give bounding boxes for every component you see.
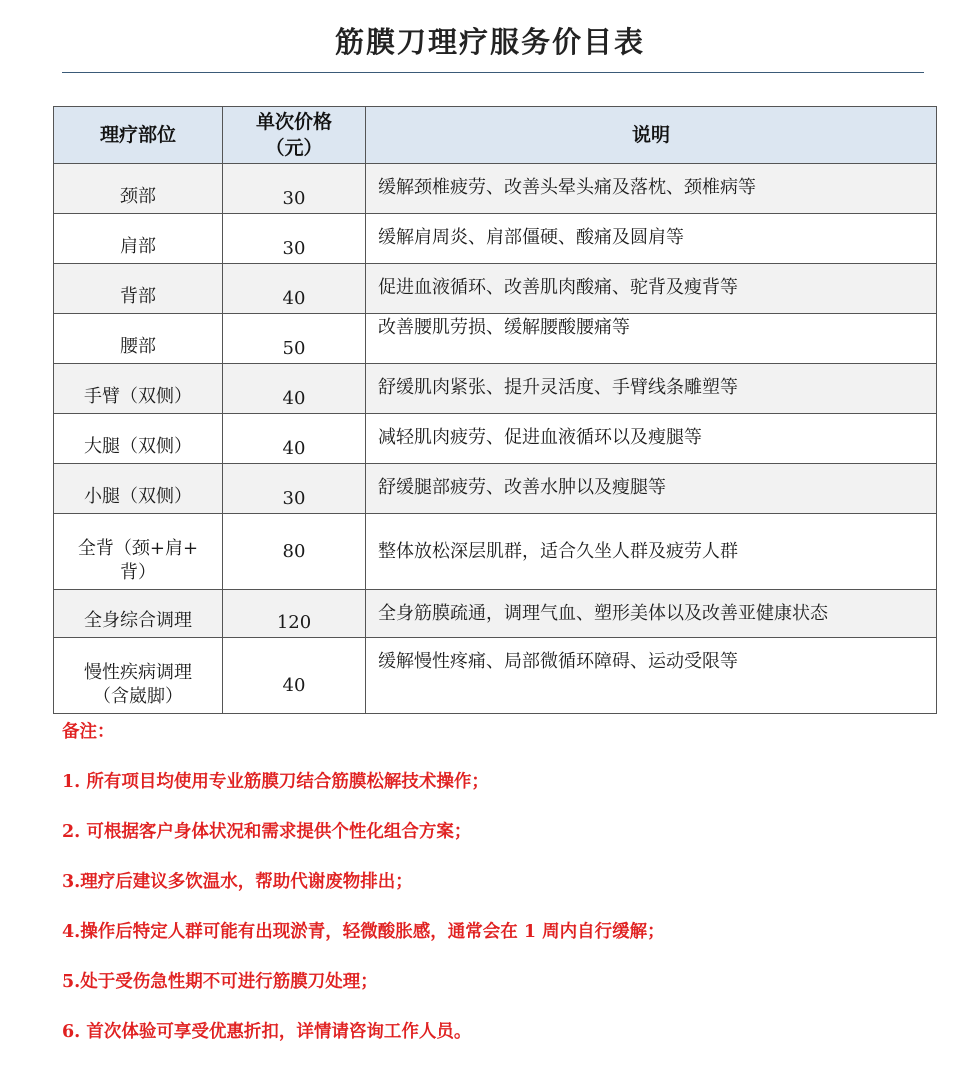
table-row	[54, 364, 937, 414]
note-item: 5.处于受伤急性期不可进行筋膜刀处理；	[62, 972, 378, 992]
table-row	[54, 264, 937, 314]
table-row	[54, 214, 937, 264]
row-part	[54, 514, 223, 590]
row-price: 40	[223, 364, 366, 414]
note-item: 6. 首次体验可享受优惠折扣，详情请咨询工作人员。	[62, 1022, 472, 1042]
price-table	[53, 106, 937, 714]
row-desc: 全身筋膜疏通，调理气血、塑形美体以及改善亚健康状态	[366, 590, 937, 638]
row-part	[54, 414, 223, 464]
title-divider	[62, 72, 924, 73]
part-label: 全身综合调理	[84, 610, 192, 631]
header-price-line1: 单次价格	[255, 111, 332, 133]
row-desc: 缓解颈椎疲劳、改善头晕头痛及落枕、颈椎病等	[366, 164, 937, 214]
table-row	[54, 464, 937, 514]
note-item: 1. 所有项目均使用专业筋膜刀结合筋膜松解技术操作；	[62, 772, 489, 792]
header-desc: 说明	[366, 107, 937, 164]
part-label-line2: 背）	[120, 562, 156, 583]
note-item: 2. 可根据客户身体状况和需求提供个性化组合方案；	[62, 822, 472, 842]
row-price: 50	[223, 314, 366, 364]
table-row	[54, 590, 937, 638]
part-label: 慢性疾病调理	[84, 662, 192, 683]
note-item: 3.理疗后建议多饮温水，帮助代谢废物排出；	[62, 872, 413, 892]
row-price: 40	[223, 414, 366, 464]
row-price: 30	[223, 214, 366, 264]
table-row	[54, 414, 937, 464]
part-label: 腰部	[120, 336, 156, 357]
header-price-line2: （元）	[265, 137, 323, 159]
row-price: 120	[223, 590, 366, 638]
part-label: 手臂（双侧）	[84, 386, 192, 407]
row-part	[54, 590, 223, 638]
row-part	[54, 264, 223, 314]
page-title: 筋膜刀理疗服务价目表	[334, 25, 645, 59]
row-price: 40	[223, 638, 366, 714]
note-item: 4.操作后特定人群可能有出现淤青，轻微酸胀感，通常会在 1 周内自行缓解；	[62, 922, 665, 942]
part-label: 颈部	[120, 186, 156, 207]
row-price: 40	[223, 264, 366, 314]
row-desc: 促进血液循环、改善肌肉酸痛、驼背及瘦背等	[366, 264, 937, 314]
table-row	[54, 638, 937, 714]
row-desc: 缓解肩周炎、肩部僵硬、酸痛及圆肩等	[366, 214, 937, 264]
table-row	[54, 514, 937, 590]
row-desc: 整体放松深层肌群，适合久坐人群及疲劳人群	[366, 514, 937, 590]
row-price: 30	[223, 464, 366, 514]
row-part	[54, 464, 223, 514]
row-part	[54, 164, 223, 214]
part-label: 背部	[120, 286, 156, 307]
table-row	[54, 314, 937, 364]
row-desc: 改善腰肌劳损、缓解腰酸腰痛等	[366, 314, 937, 364]
row-part	[54, 314, 223, 364]
row-desc: 减轻肌肉疲劳、促进血液循环以及瘦腿等	[366, 414, 937, 464]
part-label-line2: （含崴脚）	[93, 686, 183, 707]
row-desc: 缓解慢性疼痛、局部微循环障碍、运动受限等	[366, 638, 937, 714]
header-price	[223, 107, 366, 164]
table-header-row	[54, 107, 937, 164]
part-label: 大腿（双侧）	[84, 436, 192, 457]
row-price: 80	[223, 514, 366, 590]
notes-title: 备注：	[62, 722, 115, 742]
row-desc: 舒缓腿部疲劳、改善水肿以及瘦腿等	[366, 464, 937, 514]
row-part	[54, 364, 223, 414]
part-label: 全背（颈+肩+	[77, 538, 199, 559]
row-price: 30	[223, 164, 366, 214]
row-part	[54, 638, 223, 714]
table-row	[54, 164, 937, 214]
row-part	[54, 214, 223, 264]
header-part: 理疗部位	[54, 107, 223, 164]
row-desc: 舒缓肌肉紧张、提升灵活度、手臂线条雕塑等	[366, 364, 937, 414]
part-label: 小腿（双侧）	[84, 486, 192, 507]
part-label: 肩部	[120, 236, 156, 257]
